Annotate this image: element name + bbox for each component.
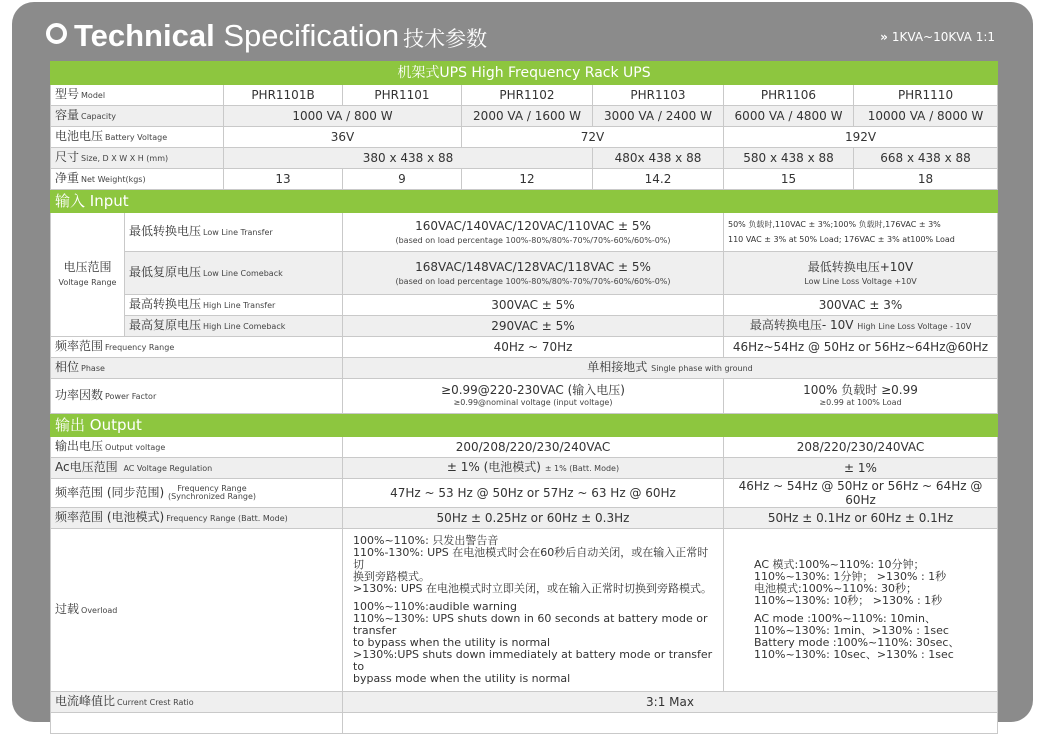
row-power-factor [51, 379, 998, 414]
model-range [880, 30, 995, 44]
label-overload [51, 529, 343, 692]
output-voltage-a: 200/208/220/230/240VAC [343, 437, 724, 458]
weight-cell: 12 [462, 169, 593, 190]
row-battery [51, 127, 998, 148]
overload-a-en-line: 100%~110%:audible warning [353, 600, 517, 613]
label-voltage-regulation-en: AC Voltage Regulation [123, 464, 213, 473]
voltage-regulation-a-main: ± 1% (电池模式) [446, 460, 541, 474]
label-battery-cn: 电池电压 [55, 129, 104, 143]
label-size-cn: 尺寸 [55, 150, 80, 164]
label-model [51, 85, 224, 106]
label-high-comeback-en: High Line Comeback [203, 322, 286, 331]
double-chevron-icon: » [880, 30, 888, 44]
high-transfer-a: 300VAC ± 5% [343, 295, 724, 316]
label-weight [51, 169, 224, 190]
row-cutoff [51, 713, 998, 734]
input-frequency-a: 40Hz ~ 70Hz [343, 337, 724, 358]
overload-a-en-line: 110%~130%: UPS shuts down in 60 seconds at battery mode or transfer [353, 612, 708, 637]
label-voltage-regulation-cn: Ac电压范围 [55, 460, 118, 474]
size-cell: 668 x 438 x 88 [854, 148, 998, 169]
label-voltage-range-cn: 电压范围 [63, 259, 112, 274]
phase-main: 单相接地式 [587, 360, 648, 374]
label-power-factor-en: Power Factor [105, 392, 157, 401]
low-comeback-b-main: 最低转换电压+10V [807, 260, 914, 274]
title-cn: 技术参数 [403, 27, 488, 51]
label-freq-sync-en [168, 485, 256, 501]
label-high-transfer-en: High Line Transfer [203, 301, 276, 310]
label-power-factor [51, 379, 343, 414]
overload-b-cn-line: 110%~130%: 10秒； >130% : 1秒 [754, 594, 943, 607]
label-weight-cn: 净重 [55, 171, 80, 185]
label-voltage-range-en: Voltage Range [58, 277, 117, 287]
power-factor-b-main: 100% 负载时 ≥0.99 [803, 383, 918, 397]
capacity-cell: 10000 VA / 8000 W [854, 106, 998, 127]
label-crest-ratio-en: Current Crest Ratio [117, 698, 194, 707]
low-transfer-b-line1: 50% 负载时,110VAC ± 3%;100% 负载时,176VAC ± 3% [728, 220, 941, 229]
section-output-title: 输出 Output [51, 414, 998, 437]
label-output-voltage [51, 437, 343, 458]
spec-table [50, 61, 998, 734]
overload-b-cn-line: 电池模式:100%~110%: 30秒； [754, 582, 918, 595]
power-factor-a [343, 379, 724, 414]
low-comeback-a-main: 168VAC/148VAC/128VAC/118VAC ± 5% [415, 260, 651, 274]
table-caption-row [51, 62, 998, 85]
label-freq-sync-en1: Frequency Range [177, 484, 247, 493]
label-battery [51, 127, 224, 148]
label-model-en: Model [81, 91, 106, 100]
label-overload-en: Overload [81, 606, 118, 615]
label-output-voltage-cn: 输出电压 [55, 439, 104, 453]
row-input-frequency [51, 337, 998, 358]
overload-a-cn-line: >130%: UPS 在电池模式时立即关闭，或在输入正常时切换到旁路模式。 [353, 582, 713, 595]
label-input-frequency-cn: 频率范围 [55, 339, 104, 353]
label-battery-en: Battery Voltage [105, 133, 168, 142]
row-capacity [51, 106, 998, 127]
low-comeback-a [343, 252, 724, 295]
overload-a-en-line: to bypass when the utility is normal [353, 636, 551, 649]
model-cell: PHR1106 [724, 85, 854, 106]
overload-a-en-line: bypass mode when the utility is normal [353, 672, 571, 685]
low-transfer-b [724, 213, 998, 252]
model-cell: PHR1103 [593, 85, 724, 106]
spec-table-wrap [50, 61, 997, 734]
power-factor-b-sub: ≥0.99 at 100% Load [819, 398, 902, 407]
row-overload [51, 529, 998, 692]
battery-cell: 72V [462, 127, 724, 148]
low-transfer-a-main: 160VAC/140VAC/120VAC/110VAC ± 5% [415, 219, 651, 233]
row-output-voltage [51, 437, 998, 458]
model-cell: PHR1101 [343, 85, 462, 106]
capacity-cell: 1000 VA / 800 W [224, 106, 462, 127]
label-capacity-cn: 容量 [55, 108, 80, 122]
output-voltage-b: 208/220/230/240VAC [724, 437, 998, 458]
section-input-title: 输入 Input [51, 190, 998, 213]
label-freq-batt [51, 508, 343, 529]
label-phase-cn: 相位 [55, 360, 80, 374]
weight-cell: 15 [724, 169, 854, 190]
overload-b-cn-line: 110%~130%: 1分钟； >130% : 1秒 [754, 570, 947, 583]
model-cell: PHR1102 [462, 85, 593, 106]
overload-b-en-line: 110%~130%: 10sec、>130% : 1sec [754, 648, 954, 661]
freq-batt-b: 50Hz ± 0.1Hz or 60Hz ± 0.1Hz [724, 508, 998, 529]
label-model-cn: 型号 [55, 87, 80, 101]
row-low-comeback [51, 252, 998, 295]
cutoff-cell [51, 713, 343, 734]
row-model [51, 85, 998, 106]
label-low-comeback-cn: 最低复原电压 [129, 265, 202, 279]
label-freq-batt-cn: 频率范围 (电池模式) [55, 510, 165, 524]
label-high-comeback-cn: 最高复原电压 [129, 318, 202, 332]
overload-b-en-line: AC mode :100%~110%: 10min、 [754, 612, 936, 625]
title-bold: Technical [74, 18, 215, 53]
overload-b-en-line: 110%~130%: 1min、>130% : 1sec [754, 624, 949, 637]
row-voltage-regulation [51, 458, 998, 479]
freq-sync-a: 47Hz ~ 53 Hz @ 50Hz or 57Hz ~ 63 Hz @ 60Hz [343, 479, 724, 508]
size-cell: 380 x 438 x 88 [224, 148, 593, 169]
model-cell: PHR1101B [224, 85, 343, 106]
label-high-comeback [125, 316, 343, 337]
freq-sync-b: 46Hz ~ 54Hz @ 50Hz or 56Hz ~ 64Hz @ 60Hz [724, 479, 998, 508]
battery-cell: 192V [724, 127, 998, 148]
section-input-row [51, 190, 998, 213]
brand-circle-icon [46, 23, 67, 44]
overload-a-cn-line: 换到旁路模式。 [353, 570, 430, 583]
high-comeback-b [724, 316, 998, 337]
label-freq-sync [51, 479, 343, 508]
label-low-transfer-cn: 最低转换电压 [129, 224, 202, 238]
phase-cell [343, 358, 998, 379]
size-cell: 580 x 438 x 88 [724, 148, 854, 169]
low-comeback-b-sub: Low Line Loss Voltage +10V [804, 277, 917, 286]
overload-b-en-line: Battery mode :100%~110%: 30sec、 [754, 636, 960, 649]
low-comeback-a-sub: (based on load percentage 100%-80%/80%-70%/70%-60%/60%-0%) [395, 277, 671, 286]
table-caption: 机架式UPS High Frequency Rack UPS [51, 62, 998, 85]
high-comeback-b-sub: High Line Loss Voltage - 10V [857, 322, 972, 331]
overload-a-cn-line: 110%-130%: UPS 在电池模式时会在60秒后自动关闭，或在输入正常时切 [353, 546, 709, 571]
label-voltage-regulation [51, 458, 343, 479]
phase-sub: Single phase with ground [651, 364, 753, 373]
model-range-text: 1KVA~10KVA 1:1 [891, 30, 995, 44]
weight-cell: 18 [854, 169, 998, 190]
power-factor-b [724, 379, 998, 414]
overload-a [343, 529, 724, 692]
label-freq-sync-en2: (Synchronized Range) [168, 492, 257, 501]
title-rest: Specification [223, 18, 400, 53]
high-comeback-b-main: 最高转换电压- 10V [749, 318, 854, 332]
row-crest-ratio [51, 692, 998, 713]
high-comeback-a: 290VAC ± 5% [343, 316, 724, 337]
crest-ratio-value: 3:1 Max [343, 692, 998, 713]
power-factor-a-main: ≥0.99@220-230VAC (输入电压) [441, 383, 625, 397]
label-size-en: Size, D X W X H (mm) [81, 154, 169, 163]
power-factor-a-sub: ≥0.99@nominal voltage (input voltage) [453, 398, 613, 407]
label-high-transfer-cn: 最高转换电压 [129, 297, 202, 311]
overload-a-cn-line: 100%~110%: 只发出警告音 [353, 534, 499, 547]
weight-cell: 14.2 [593, 169, 724, 190]
weight-cell: 9 [343, 169, 462, 190]
label-input-frequency [51, 337, 343, 358]
overload-a-en-line: >130%:UPS shuts down immediately at battery mode or transfer to [353, 648, 713, 673]
label-low-transfer-en: Low Line Transfer [203, 228, 273, 237]
label-phase [51, 358, 343, 379]
capacity-cell: 2000 VA / 1600 W [462, 106, 593, 127]
battery-cell: 36V [224, 127, 462, 148]
section-output-row [51, 414, 998, 437]
row-high-transfer [51, 295, 998, 316]
overload-b-cn-line: AC 模式:100%~110%: 10分钟； [754, 558, 925, 571]
overload-b [724, 529, 998, 692]
label-high-transfer [125, 295, 343, 316]
label-capacity-en: Capacity [81, 112, 116, 121]
low-transfer-b-line2: 110 VAC ± 3% at 50% Load; 176VAC ± 3% at100% Load [728, 235, 955, 244]
header [46, 14, 995, 58]
capacity-cell: 6000 VA / 4800 W [724, 106, 854, 127]
row-size [51, 148, 998, 169]
label-freq-sync-cn: 频率范围 (同步范围) [55, 485, 165, 500]
row-freq-sync [51, 479, 998, 508]
weight-cell: 13 [224, 169, 343, 190]
voltage-regulation-a-sub: ± 1% (Batt. Mode) [544, 464, 620, 473]
label-voltage-range [51, 213, 125, 337]
label-phase-en: Phase [81, 364, 105, 373]
label-overload-cn: 过载 [55, 602, 80, 616]
model-cell: PHR1110 [854, 85, 998, 106]
high-transfer-b: 300VAC ± 3% [724, 295, 998, 316]
row-low-transfer [51, 213, 998, 252]
label-input-frequency-en: Frequency Range [105, 343, 175, 352]
label-power-factor-cn: 功率因数 [55, 388, 104, 402]
label-size [51, 148, 224, 169]
cutoff-cell [343, 713, 998, 734]
input-frequency-b: 46Hz~54Hz @ 50Hz or 56Hz~64Hz@60Hz [724, 337, 998, 358]
voltage-regulation-b: ± 1% [724, 458, 998, 479]
label-crest-ratio-cn: 电流峰值比 [55, 694, 116, 708]
label-output-voltage-en: Output voltage [105, 443, 166, 452]
label-low-comeback [125, 252, 343, 295]
row-freq-batt [51, 508, 998, 529]
label-capacity [51, 106, 224, 127]
label-low-transfer [125, 213, 343, 252]
low-comeback-b [724, 252, 998, 295]
page-title [74, 14, 487, 61]
capacity-cell: 3000 VA / 2400 W [593, 106, 724, 127]
label-freq-batt-en: Frequency Range (Batt. Mode) [166, 514, 288, 523]
row-weight [51, 169, 998, 190]
voltage-regulation-a [343, 458, 724, 479]
size-cell: 480x 438 x 88 [593, 148, 724, 169]
row-phase [51, 358, 998, 379]
label-low-comeback-en: Low Line Comeback [203, 269, 283, 278]
label-crest-ratio [51, 692, 343, 713]
label-weight-en: Net Weight(kgs) [81, 175, 146, 184]
low-transfer-a-sub: (based on load percentage 100%-80%/80%-70%/70%-60%/60%-0%) [395, 236, 671, 245]
low-transfer-a [343, 213, 724, 252]
row-high-comeback [51, 316, 998, 337]
freq-batt-a: 50Hz ± 0.25Hz or 60Hz ± 0.3Hz [343, 508, 724, 529]
